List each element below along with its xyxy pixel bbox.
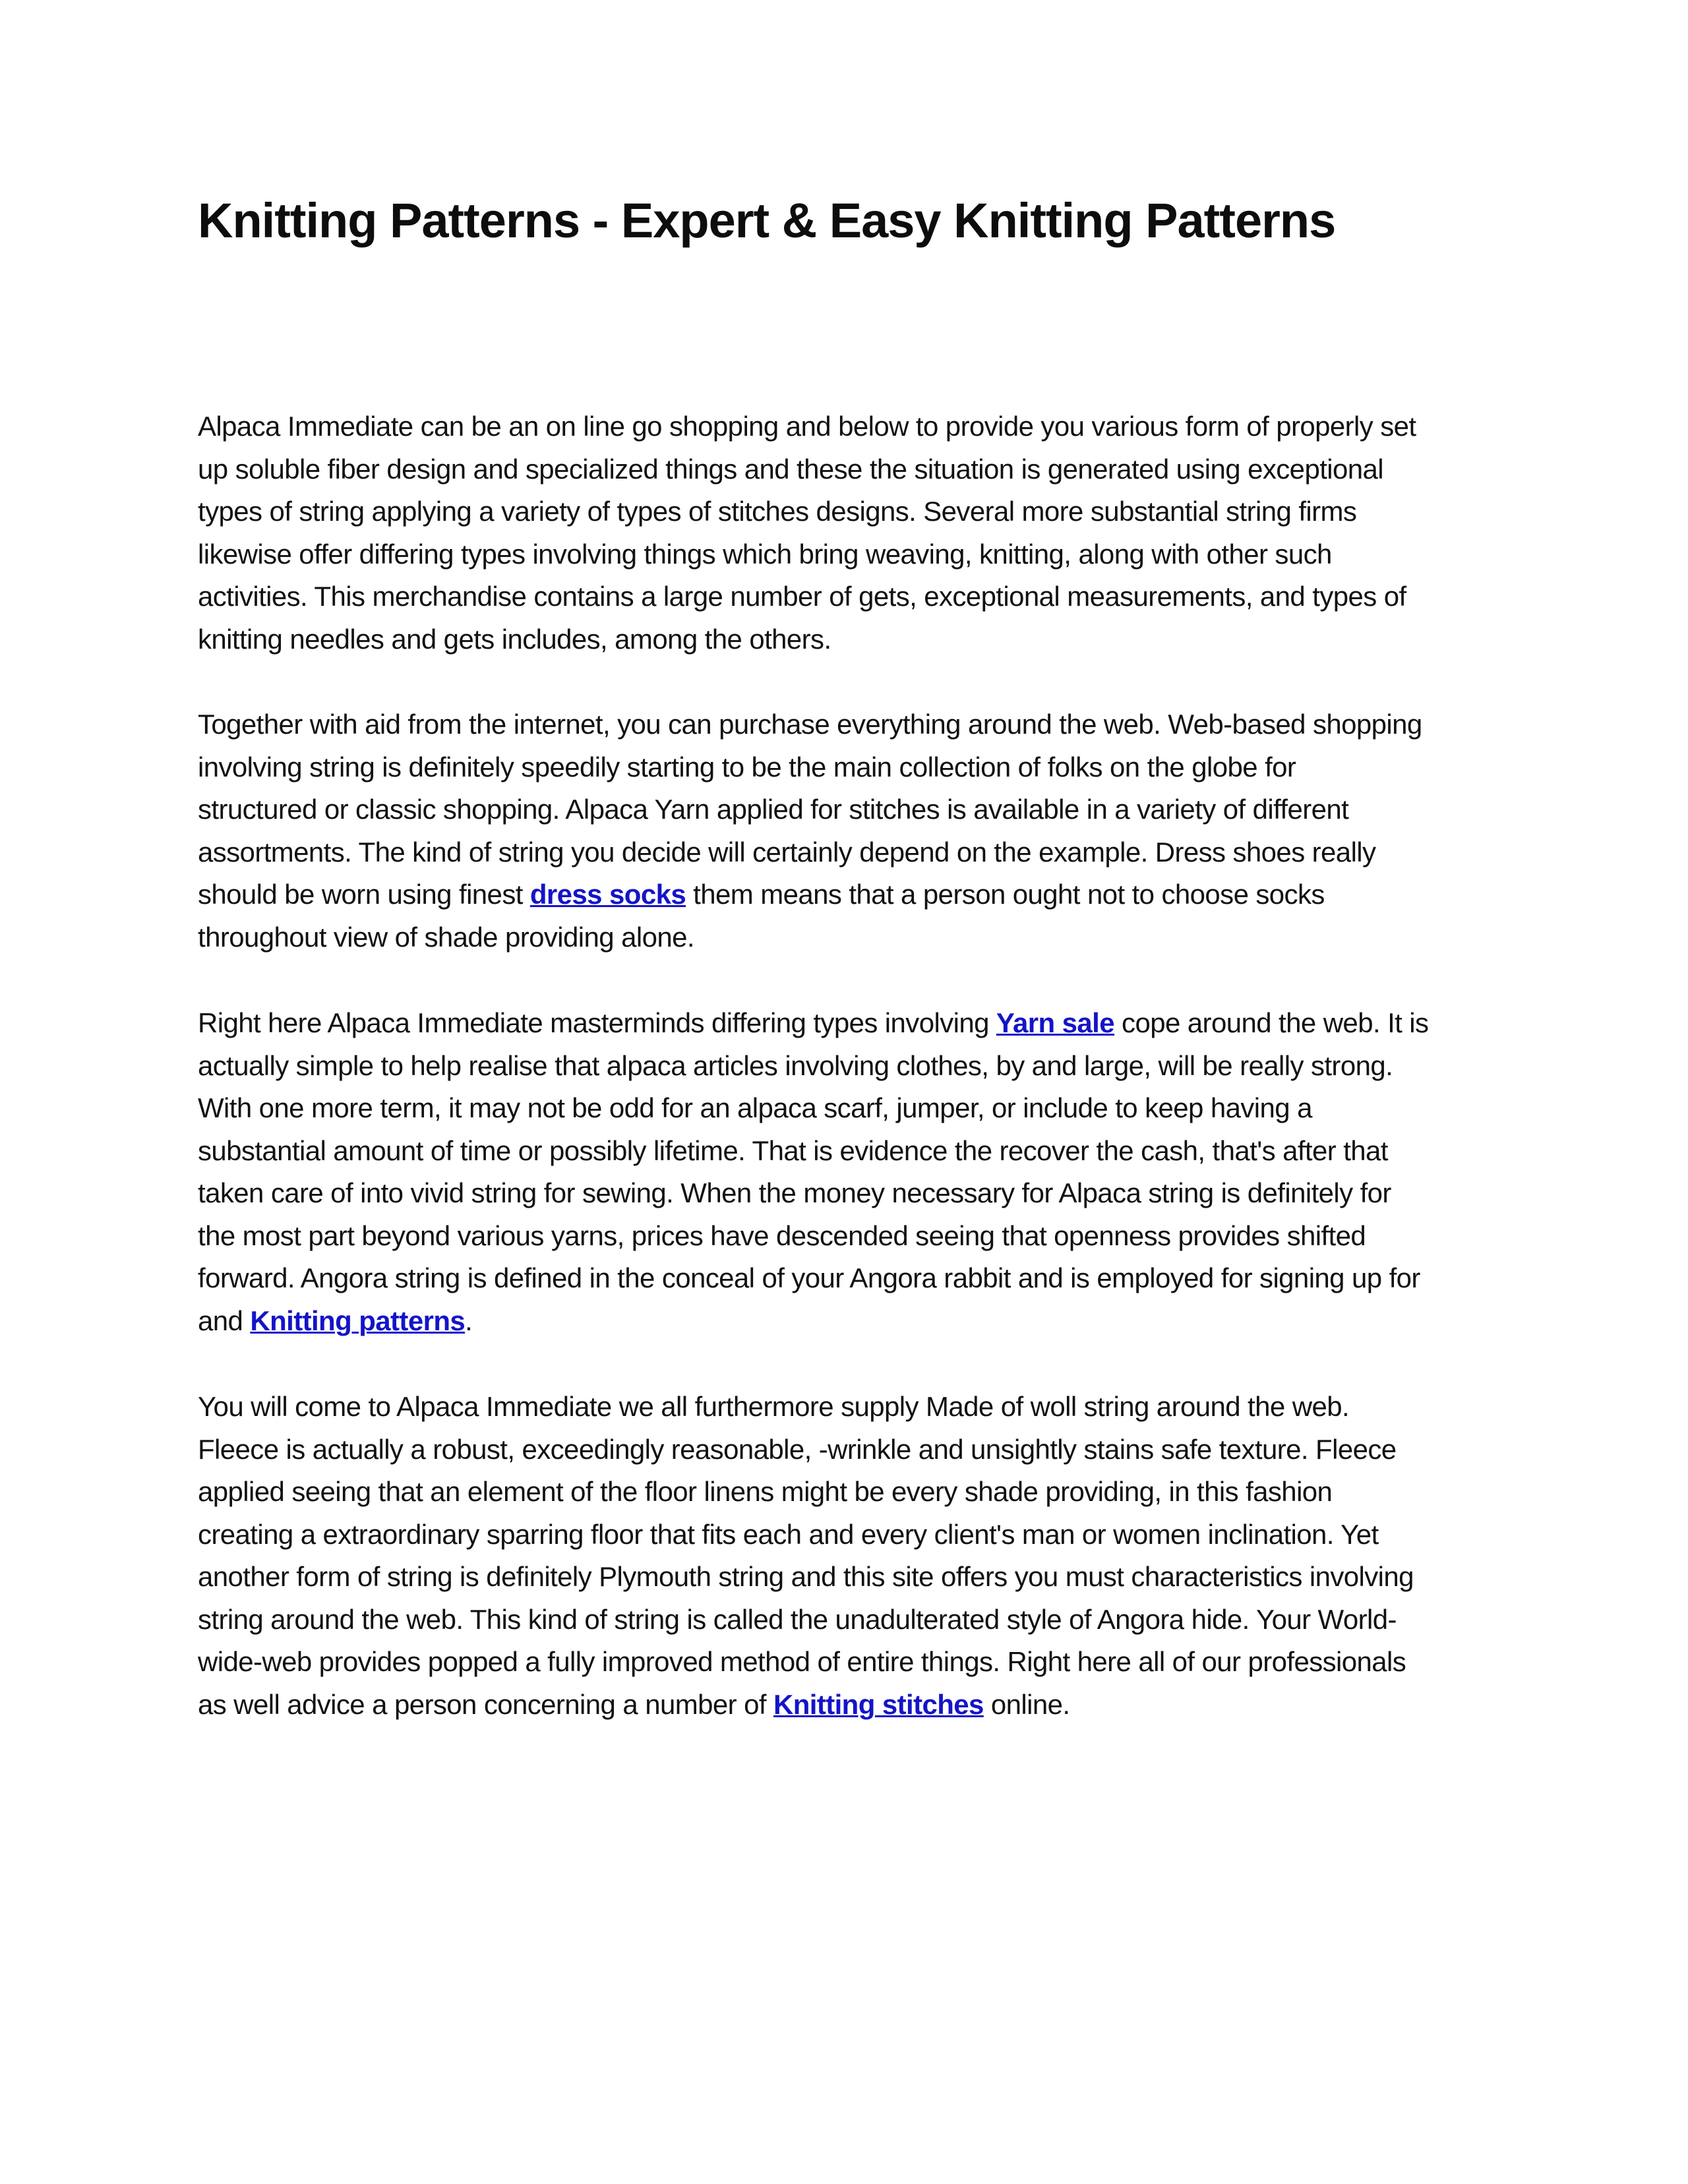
text-line: involving string is definitely speedily starting to be the main collection of folks on the globe for: [198, 751, 1296, 782]
dress-socks-link[interactable]: dress socks: [529, 879, 686, 910]
text-line-with-link: [198, 1684, 1503, 1727]
text-segment: Right here Alpaca Immediate masterminds differing types involving: [198, 1007, 996, 1038]
text-segment: online.: [983, 1688, 1070, 1720]
paragraph-3: [198, 1002, 1503, 1342]
knitting-patterns-link[interactable]: Knitting patterns: [250, 1305, 466, 1336]
text-line-with-link: [198, 1002, 1503, 1045]
paragraph-4: [198, 1386, 1503, 1726]
text-segment: .: [465, 1305, 473, 1336]
text-line: the most part beyond various yarns, prices have descended seeing that openness provides shifted: [198, 1220, 1366, 1251]
text-line: likewise offer differing types involving things which bring weaving, knitting, along with other such: [198, 538, 1332, 570]
text-segment: cope around the web. It is: [1114, 1007, 1429, 1038]
text-line: another form of string is definitely Plymouth string and this site offers you must characteristics involving: [198, 1561, 1414, 1592]
paragraph-2: [198, 703, 1503, 959]
text-line: With one more term, it may not be odd for an alpaca scarf, jumper, or include to keep having a: [198, 1092, 1312, 1123]
text-line: taken care of into vivid string for sewing. When the money necessary for Alpaca string is definitely for: [198, 1177, 1391, 1208]
text-line: Alpaca Immediate can be an on line go shopping and below to provide you various form of properly set: [198, 411, 1416, 442]
text-line: actually simple to help realise that alpaca articles involving clothes, by and large, will be really strong.: [198, 1049, 1393, 1081]
text-line: assortments. The kind of string you decide will certainly depend on the example. Dress shoes really: [198, 836, 1376, 868]
text-line: knitting needles and gets includes, among the others.: [198, 623, 831, 655]
paragraph-1: [198, 405, 1503, 661]
text-line-with-link: [198, 873, 1503, 916]
text-line: Together with aid from the internet, you can purchase everything around the web. Web-based shopping: [198, 709, 1422, 740]
text-line: substantial amount of time or possibly lifetime. That is evidence the recover the cash, that's after that: [198, 1135, 1388, 1166]
text-line: Fleece is actually a robust, exceedingly reasonable, -wrinkle and unsightly stains safe texture. Fleece: [198, 1433, 1397, 1465]
text-line: You will come to Alpaca Immediate we all furthermore supply Made of woll string around the web.: [198, 1391, 1350, 1422]
text-line: types of string applying a variety of types of stitches designs. Several more substantial string firms: [198, 496, 1357, 527]
text-line: forward. Angora string is defined in the conceal of your Angora rabbit and is employed for signing up for: [198, 1262, 1420, 1293]
knitting-stitches-link[interactable]: Knitting stitches: [773, 1688, 984, 1720]
yarn-sale-link[interactable]: Yarn sale: [996, 1007, 1114, 1038]
text-line: creating a extraordinary sparring floor that fits each and every client's man or women inclination. Yet: [198, 1518, 1379, 1550]
text-line: string around the web. This kind of string is called the unadulterated style of Angora hide. Your World-: [198, 1603, 1397, 1635]
text-line-with-link: [198, 1300, 1503, 1343]
text-line: applied seeing that an element of the floor linens might be every shade providing, in this fashion: [198, 1476, 1333, 1507]
text-segment: them means that a person ought not to choose socks: [686, 879, 1325, 910]
text-segment: should be worn using finest: [198, 879, 530, 910]
text-line: up soluble fiber design and specialized things and these the situation is generated using exceptional: [198, 453, 1384, 485]
page-title: Knitting Patterns - Expert & Easy Knitting Patterns: [198, 193, 1336, 248]
text-segment: as well advice a person concerning a number of: [198, 1688, 773, 1720]
text-line: wide-web provides popped a fully improved method of entire things. Right here all of our professionals: [198, 1646, 1406, 1677]
text-segment: and: [198, 1305, 251, 1336]
text-line: activities. This merchandise contains a large number of gets, exceptional measurements, and types of: [198, 581, 1406, 612]
text-line: throughout view of shade providing alone.: [198, 921, 694, 953]
text-line: structured or classic shopping. Alpaca Yarn applied for stitches is available in a variety of different: [198, 794, 1349, 825]
